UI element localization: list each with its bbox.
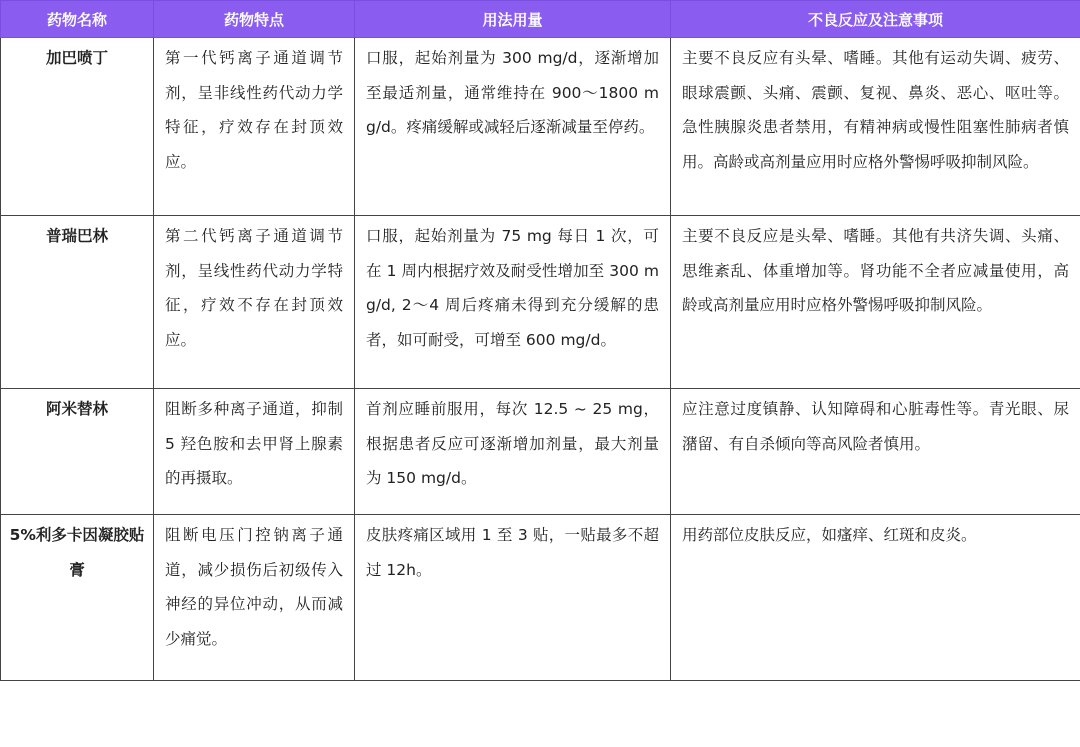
drug-name-cell: 5%利多卡因凝胶贴膏 [1,515,154,681]
header-drug-name: 药物名称 [1,1,154,38]
dosage-cell: 皮肤疼痛区域用 1 至 3 贴，一贴最多不超过 12h。 [355,515,671,681]
header-drug-feature: 药物特点 [154,1,355,38]
drug-name-cell: 普瑞巴林 [1,216,154,389]
header-adverse-effects: 不良反应及注意事项 [671,1,1080,38]
adverse-effects-cell: 主要不良反应有头晕、嗜睡。其他有运动失调、疲劳、眼球震颤、头痛、震颤、复视、鼻炎、恶心、呕吐等。急性胰腺炎患者禁用，有精神病或慢性阻塞性肺病者慎用。高龄或高剂量应用时应格外警惕呼吸抑制风险。 [671,38,1080,216]
adverse-effects-cell: 主要不良反应是头晕、嗜睡。其他有共济失调、头痛、思维紊乱、体重增加等。肾功能不全者应减量使用，高龄或高剂量应用时应格外警惕呼吸抑制风险。 [671,216,1080,389]
header-row [1,1,1080,38]
drug-feature-cell: 第一代钙离子通道调节剂，呈非线性药代动力学特征，疗效存在封顶效应。 [154,38,355,216]
adverse-effects-cell: 应注意过度镇静、认知障碍和心脏毒性等。青光眼、尿潴留、有自杀倾向等高风险者慎用。 [671,389,1080,515]
drug-name-cell: 加巴喷丁 [1,38,154,216]
drug-feature-cell: 阻断多种离子通道，抑制 5 羟色胺和去甲肾上腺素的再摄取。 [154,389,355,515]
table-body [1,38,1080,681]
header-dosage: 用法用量 [355,1,671,38]
table-row [1,389,1080,515]
dosage-cell: 口服，起始剂量为 75 mg 每日 1 次，可在 1 周内根据疗效及耐受性增加至 300 mg/d, 2～4 周后疼痛未得到充分缓解的患者，如可耐受，可增至 600 mg/d。 [355,216,671,389]
table-row [1,38,1080,216]
table-header [1,1,1080,38]
drug-feature-cell: 第二代钙离子通道调节剂，呈线性药代动力学特征，疗效不存在封顶效应。 [154,216,355,389]
table-row [1,515,1080,681]
drug-name-cell: 阿米替林 [1,389,154,515]
table-row [1,216,1080,389]
adverse-effects-cell: 用药部位皮肤反应，如瘙痒、红斑和皮炎。 [671,515,1080,681]
dosage-cell: 口服，起始剂量为 300 mg/d，逐渐增加至最适剂量，通常维持在 900～1800 mg/d。疼痛缓解或减轻后逐渐减量至停药。 [355,38,671,216]
dosage-cell: 首剂应睡前服用，每次 12.5 ~ 25 mg，根据患者反应可逐渐增加剂量，最大剂量为 150 mg/d。 [355,389,671,515]
drug-feature-cell: 阻断电压门控钠离子通道，减少损伤后初级传入神经的异位冲动，从而减少痛觉。 [154,515,355,681]
